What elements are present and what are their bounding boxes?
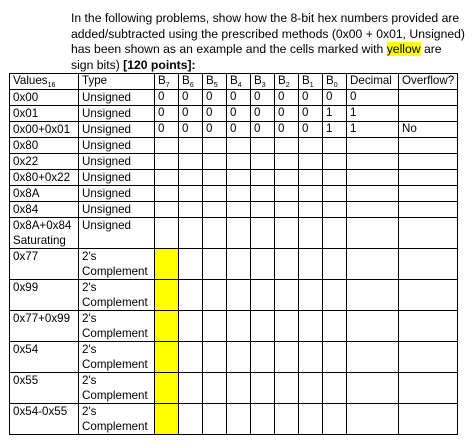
overflow-cell[interactable] [399,342,458,373]
bit-cell[interactable] [179,202,203,218]
type-cell: 2's Complement [79,280,155,311]
table-row [10,249,458,280]
bit-cell[interactable] [251,154,275,170]
decimal-cell[interactable] [347,202,399,218]
overflow-cell[interactable] [399,202,458,218]
bit-cell[interactable] [299,154,323,170]
bit-cell[interactable] [155,138,179,154]
table-row [10,311,458,342]
decimal-cell[interactable] [347,280,399,311]
header-b4: $B_4$ [227,74,251,90]
bit-cell[interactable] [179,342,203,373]
bit-cell[interactable]: 0 [299,90,323,106]
bit-cell[interactable] [323,138,347,154]
hex-arithmetic-table [9,73,458,435]
bit-cell[interactable] [203,404,227,435]
bit-cell[interactable] [299,202,323,218]
bit-cell[interactable] [275,373,299,404]
bit-cell[interactable]: 0 [323,90,347,106]
bit-cell[interactable] [323,311,347,342]
bit-cell[interactable]: 0 [299,122,323,138]
bit-cell[interactable]: 0 [251,106,275,122]
table-row [10,186,458,202]
bit-cell[interactable] [203,342,227,373]
bit-cell[interactable] [227,404,251,435]
bit-cell[interactable] [155,218,179,249]
bit-cell[interactable]: 0 [155,106,179,122]
bit-cell[interactable] [179,154,203,170]
header-b1: $B_1$ [299,74,323,90]
bit-cell[interactable] [251,186,275,202]
bit-cell[interactable] [179,311,203,342]
decimal-cell[interactable] [347,249,399,280]
type-cell: Unsigned [79,138,155,154]
bit-cell[interactable] [155,154,179,170]
overflow-cell[interactable] [399,90,458,106]
sign-bit-cell[interactable] [155,249,179,280]
bit-cell[interactable] [227,218,251,249]
type-cell: Unsigned [79,202,155,218]
header-b3: $B_3$ [251,74,275,90]
value-cell: 0x00 [10,90,79,106]
bit-cell[interactable] [299,170,323,186]
bit-cell[interactable] [299,138,323,154]
bit-cell[interactable]: 0 [203,122,227,138]
table-row [10,280,458,311]
decimal-cell[interactable] [347,218,399,249]
bit-cell[interactable] [323,202,347,218]
bit-cell[interactable]: 0 [275,122,299,138]
bit-cell[interactable] [251,249,275,280]
overflow-cell[interactable]: No [399,122,458,138]
bit-cell[interactable]: 1 [323,122,347,138]
bit-cell[interactable] [203,186,227,202]
bit-cell[interactable] [275,249,299,280]
bit-cell[interactable] [275,311,299,342]
bit-cell[interactable] [251,311,275,342]
decimal-cell[interactable] [347,186,399,202]
sign-bit-cell[interactable] [155,373,179,404]
bit-cell[interactable] [155,202,179,218]
overflow-cell[interactable] [399,218,458,249]
bit-cell[interactable] [299,342,323,373]
bit-cell[interactable] [227,202,251,218]
value-cell: 0x8A+0x84 Saturating [10,218,79,249]
overflow-cell[interactable] [399,280,458,311]
bit-cell[interactable] [179,138,203,154]
value-cell: 0x8A [10,186,79,202]
type-cell: 2's Complement [79,311,155,342]
overflow-cell[interactable] [399,106,458,122]
header-b7: $B_7$ [155,74,179,90]
decimal-cell[interactable] [347,138,399,154]
bit-cell[interactable]: 0 [227,106,251,122]
overflow-cell[interactable] [399,186,458,202]
header-b0: $B_0$ [323,74,347,90]
value-cell: 0x77 [10,249,79,280]
header-b2: $B_2$ [275,74,299,90]
bit-cell[interactable] [227,186,251,202]
bit-cell[interactable] [299,218,323,249]
bit-cell[interactable] [179,170,203,186]
header-values: Values$_{16}$ [10,74,79,90]
table-body [10,90,458,435]
bit-cell[interactable] [299,280,323,311]
table-row [10,202,458,218]
bit-cell[interactable] [251,170,275,186]
bit-cell[interactable] [275,218,299,249]
bit-cell[interactable] [323,373,347,404]
overflow-cell[interactable] [399,138,458,154]
bit-cell[interactable] [299,186,323,202]
bit-cell[interactable] [179,404,203,435]
instructions-text [71,11,467,73]
value-cell: 0x55 [10,373,79,404]
table-row [10,170,458,186]
decimal-cell[interactable] [347,170,399,186]
bit-cell[interactable] [323,170,347,186]
type-cell: 2's Complement [79,404,155,435]
bit-cell[interactable] [203,170,227,186]
instructions-line1: In the following problems, show how the 8-bit hex numbers provided are added/subtracted using the prescribed methods (0x00 + 0x01, Unsigned) has been shown as an example and the cells marked with [71,11,465,57]
bit-cell[interactable] [323,218,347,249]
bit-cell[interactable]: 0 [275,90,299,106]
bit-cell[interactable] [179,186,203,202]
decimal-cell[interactable] [347,311,399,342]
bit-cell[interactable]: 0 [203,106,227,122]
decimal-cell[interactable]: 1 [347,106,399,122]
table-row [10,138,458,154]
bit-cell[interactable] [323,186,347,202]
header-type: Type [79,74,155,90]
value-cell: 0x22 [10,154,79,170]
type-cell: Unsigned [79,154,155,170]
value-cell: 0x99 [10,280,79,311]
decimal-cell[interactable] [347,342,399,373]
decimal-cell[interactable] [347,154,399,170]
bit-cell[interactable] [227,311,251,342]
table-row [10,342,458,373]
bit-cell[interactable] [179,249,203,280]
decimal-cell[interactable] [347,373,399,404]
header-decimal: Decimal [347,74,399,90]
type-cell: Unsigned [79,170,155,186]
bit-cell[interactable] [323,404,347,435]
bit-cell[interactable]: 0 [203,90,227,106]
type-cell: Unsigned [79,186,155,202]
bit-cell[interactable] [227,249,251,280]
overflow-cell[interactable] [399,404,458,435]
value-cell: 0x80 [10,138,79,154]
bit-cell[interactable] [251,373,275,404]
sign-bit-cell[interactable] [155,404,179,435]
table-row [10,154,458,170]
overflow-cell[interactable] [399,311,458,342]
bit-cell[interactable] [275,138,299,154]
value-cell: 0x54 [10,342,79,373]
overflow-cell[interactable] [399,373,458,404]
type-cell: Unsigned [79,90,155,106]
table-row [10,106,458,122]
table-row [10,218,458,249]
decimal-cell[interactable]: 1 [347,122,399,138]
value-cell: 0x77+0x99 [10,311,79,342]
bit-cell[interactable] [227,170,251,186]
table-row [10,90,458,106]
header-overflow: Overflow? [399,74,458,90]
header-b6: $B_6$ [179,74,203,90]
bit-cell[interactable] [299,404,323,435]
bit-cell[interactable] [275,186,299,202]
overflow-cell[interactable] [399,170,458,186]
bit-cell[interactable] [251,202,275,218]
bit-cell[interactable]: 0 [299,106,323,122]
bit-cell[interactable] [251,218,275,249]
type-cell: Unsigned [79,106,155,122]
decimal-cell[interactable] [347,404,399,435]
bit-cell[interactable] [299,373,323,404]
bit-cell[interactable] [251,404,275,435]
type-cell: 2's Complement [79,373,155,404]
bit-cell[interactable] [203,249,227,280]
bit-cell[interactable] [179,280,203,311]
type-cell: 2's Complement [79,249,155,280]
value-cell: 0x01 [10,106,79,122]
header-row [10,74,458,90]
bit-cell[interactable] [275,280,299,311]
bit-cell[interactable] [275,170,299,186]
bit-cell[interactable]: 0 [179,90,203,106]
value-cell: 0x80+0x22 [10,170,79,186]
sign-bit-cell[interactable] [155,280,179,311]
bit-cell[interactable]: 0 [227,122,251,138]
bit-cell[interactable] [203,218,227,249]
bit-cell[interactable] [203,280,227,311]
bit-cell[interactable]: 0 [227,90,251,106]
table-row [10,404,458,435]
bit-cell[interactable] [323,154,347,170]
bit-cell[interactable] [299,249,323,280]
bit-cell[interactable] [155,186,179,202]
bit-cell[interactable]: 0 [155,122,179,138]
bit-cell[interactable]: 0 [251,90,275,106]
instructions-line2: are sign bits) [71,42,442,72]
bit-cell[interactable] [203,138,227,154]
bit-cell[interactable] [179,373,203,404]
bit-cell[interactable] [251,342,275,373]
bit-cell[interactable] [203,154,227,170]
bit-cell[interactable]: 0 [275,106,299,122]
type-cell: 2's Complement [79,342,155,373]
decimal-cell[interactable]: 0 [347,90,399,106]
bit-cell[interactable] [323,280,347,311]
type-cell: Unsigned [79,122,155,138]
bit-cell[interactable] [323,249,347,280]
bit-cell[interactable] [227,342,251,373]
bit-cell[interactable] [203,373,227,404]
bit-cell[interactable]: 0 [179,122,203,138]
bit-cell[interactable] [275,404,299,435]
bit-cell[interactable] [227,373,251,404]
points-label: [120 points]: [123,57,196,72]
table-row [10,122,458,138]
value-cell: 0x54-0x55 [10,404,79,435]
bit-cell[interactable] [251,280,275,311]
sign-bit-cell[interactable] [155,342,179,373]
value-cell: 0x00+0x01 [10,122,79,138]
bit-cell[interactable] [203,202,227,218]
bit-cell[interactable] [203,311,227,342]
bit-cell[interactable] [323,342,347,373]
sign-bit-cell[interactable] [155,311,179,342]
overflow-cell[interactable] [399,249,458,280]
bit-cell[interactable] [227,154,251,170]
bit-cell[interactable] [275,202,299,218]
bit-cell[interactable] [227,280,251,311]
bit-cell[interactable] [227,138,251,154]
table-row [10,373,458,404]
bit-cell[interactable] [179,218,203,249]
bit-cell[interactable]: 0 [179,106,203,122]
bit-cell[interactable] [251,138,275,154]
bit-cell[interactable] [155,170,179,186]
type-cell: Unsigned [79,218,155,249]
value-cell: 0x84 [10,202,79,218]
bit-cell[interactable]: 0 [251,122,275,138]
overflow-cell[interactable] [399,154,458,170]
header-b5: $B_5$ [203,74,227,90]
bit-cell[interactable]: 0 [155,90,179,106]
bit-cell[interactable] [299,311,323,342]
bit-cell[interactable]: 1 [323,106,347,122]
bit-cell[interactable] [275,154,299,170]
bit-cell[interactable] [275,342,299,373]
yellow-highlight-word: yellow [386,42,421,57]
